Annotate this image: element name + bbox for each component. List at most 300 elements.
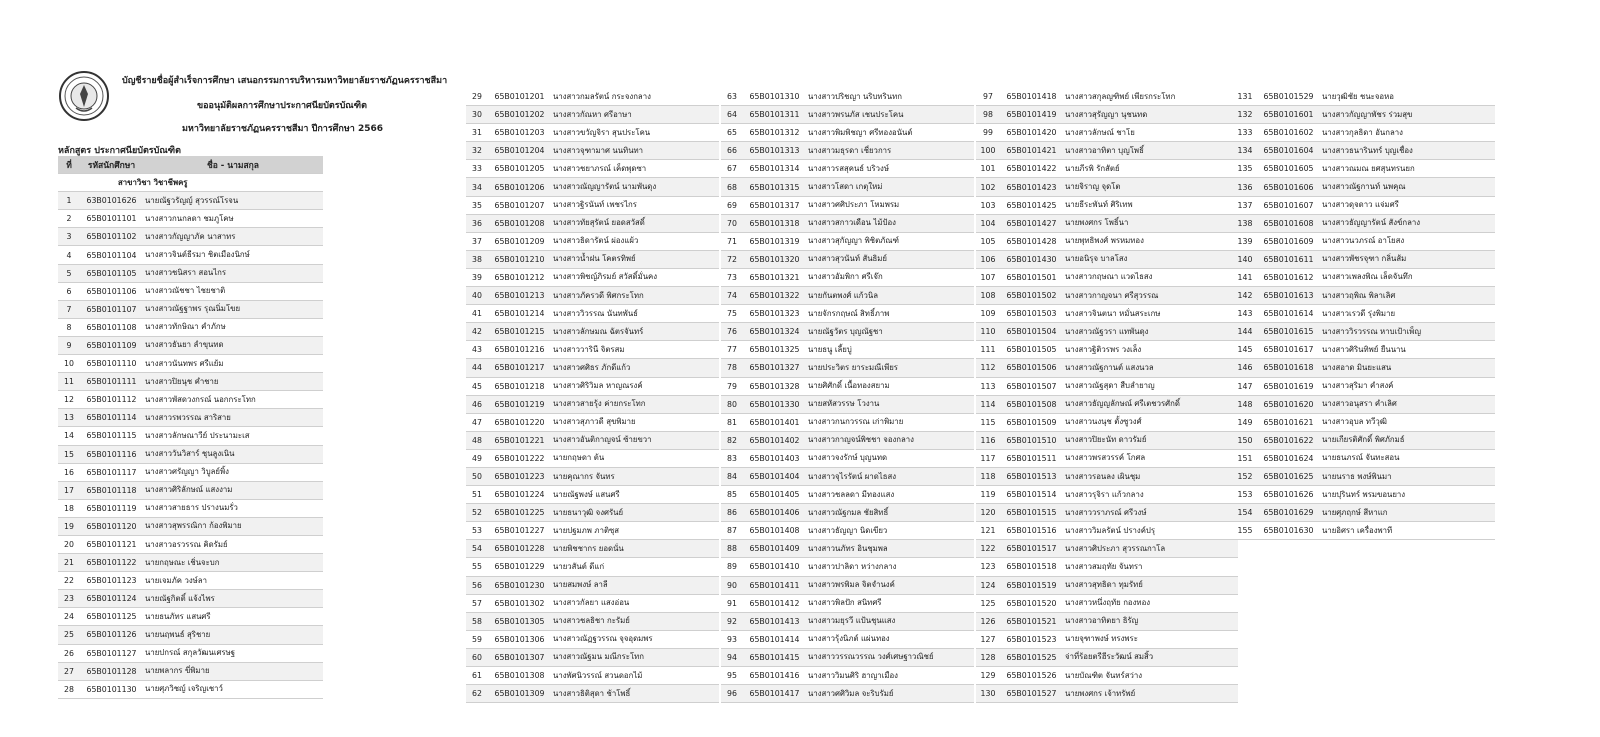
student-name: นางสาวสมฤทัย จันทรา — [1063, 558, 1238, 576]
table-row — [976, 431, 1238, 449]
row-number: 4 — [58, 246, 80, 264]
row-number: 98 — [976, 106, 1000, 124]
row-number: 90 — [721, 576, 743, 594]
student-name: นายจักรกฤษณ์ สิทธิ์ภาพ — [806, 305, 974, 323]
row-number: 68 — [721, 178, 743, 196]
student-name: นางสาวสุกัญญา พิชิตภัณฑ์ — [806, 232, 974, 250]
student-id: 65B0101415 — [743, 648, 806, 666]
row-number: 19 — [58, 517, 80, 535]
table-row — [58, 590, 323, 608]
student-name: นางสาวสกาวเดือน ไม้ป้อง — [806, 214, 974, 232]
student-id: 65B0101516 — [1000, 522, 1063, 540]
table-row — [58, 535, 323, 553]
student-name: นางสาววราภรณ์ ศรีวงษ์ — [1063, 504, 1238, 522]
row-number: 141 — [1233, 268, 1257, 286]
student-name: นางสาวกัณหา ศรีอาษา — [551, 106, 719, 124]
student-name: นายปกรณ์ สกุลวัฒนเศรษฐ — [143, 644, 323, 662]
student-id: 65B0101212 — [488, 268, 551, 286]
row-number: 96 — [721, 685, 743, 703]
student-name: นายกฤษณะ เชิ่นจะบก — [143, 554, 323, 572]
row-number: 37 — [466, 232, 488, 250]
table-row — [976, 540, 1238, 558]
table-row — [976, 232, 1238, 250]
student-id: 65B0101419 — [1000, 106, 1063, 124]
student-id: 65B0101205 — [488, 160, 551, 178]
student-name: นางสาวจินตนา หมั่นสระเกษ — [1063, 305, 1238, 323]
student-name: นางสาวฤพิณ พิลาเลิศ — [1320, 287, 1495, 305]
row-number: 46 — [466, 395, 488, 413]
student-name: นางสาวชลลดา มีทองแสง — [806, 486, 974, 504]
student-name: นางสาววิมนศิริ ฮาญาเมือง — [806, 667, 974, 685]
student-id: 65B0101224 — [488, 486, 551, 504]
student-id: 65B0101527 — [1000, 685, 1063, 703]
row-number: 137 — [1233, 196, 1257, 214]
table-row — [58, 264, 323, 282]
row-number: 54 — [466, 540, 488, 558]
row-number: 134 — [1233, 142, 1257, 160]
student-id: 65B0101123 — [80, 572, 143, 590]
table-row — [721, 558, 974, 576]
student-id: 65B0101319 — [743, 232, 806, 250]
student-id: 65B0101409 — [743, 540, 806, 558]
row-number: 30 — [466, 106, 488, 124]
student-name: นางสาวขวัญจิรา สุนประโคน — [551, 124, 719, 142]
row-number: 121 — [976, 522, 1000, 540]
table-row — [466, 486, 719, 504]
row-number: 118 — [976, 467, 1000, 485]
row-number: 139 — [1233, 232, 1257, 250]
student-name: นายกันตพงศ์ แก้วนิล — [806, 287, 974, 305]
student-id: 65B0101412 — [743, 594, 806, 612]
student-name: นางสาวสุภาวดี สุขพิมาย — [551, 413, 719, 431]
row-number: 147 — [1233, 377, 1257, 395]
student-id: 65B0101618 — [1257, 359, 1320, 377]
student-id: 65B0101619 — [1257, 377, 1320, 395]
table-row — [721, 377, 974, 395]
student-name: นายวุฒิชัย ชนะจอหอ — [1320, 88, 1495, 106]
student-id: 65B0101620 — [1257, 395, 1320, 413]
subject-heading: สาขาวิชา วิชาชีพครู — [58, 174, 323, 192]
student-name: นางสาวนภัทร อินชุมพล — [806, 540, 974, 558]
table-row — [976, 268, 1238, 286]
row-number: 135 — [1233, 160, 1257, 178]
row-number: 86 — [721, 504, 743, 522]
student-id: 65B0101305 — [488, 612, 551, 630]
table-row — [976, 594, 1238, 612]
row-number: 33 — [466, 160, 488, 178]
row-number: 138 — [1233, 214, 1257, 232]
table-row — [58, 481, 323, 499]
student-name: นางสาวสายธาร ปรางนมรั่ว — [143, 499, 323, 517]
student-name: นางสาวจงรักษ์ บุญนทด — [806, 449, 974, 467]
student-name: นางสาวกัญญาพัชร ร่วมสุข — [1320, 106, 1495, 124]
student-id: 65B0101127 — [80, 644, 143, 662]
table-row — [1233, 449, 1495, 467]
student-name: นางสาวจุไรรัตน์ ผาดไธสง — [806, 467, 974, 485]
student-name: นายนฤพนธ์ สุริชาย — [143, 626, 323, 644]
document-subtitle: ขออนุมัติผลการศึกษาประกาศนียบัตรบัณฑิต — [197, 101, 367, 111]
student-name: นางสาวศิริลักษณ์ แสงงาม — [143, 481, 323, 499]
student-name: นางสาวกมลรัตน์ กระจงกลาง — [551, 88, 719, 106]
row-number: 70 — [721, 214, 743, 232]
table-row — [466, 232, 719, 250]
table-row — [721, 522, 974, 540]
student-name: นางสาวธัญญารัตน์ สังข์กลาง — [1320, 214, 1495, 232]
row-number: 104 — [976, 214, 1000, 232]
row-number: 84 — [721, 467, 743, 485]
table-row — [1233, 522, 1495, 540]
student-name: นายธนภรณ์ จันทะสอน — [1320, 449, 1495, 467]
student-id: 65B0101503 — [1000, 305, 1063, 323]
student-name: นางสาวนันทพร ศรีแย้ม — [143, 355, 323, 373]
student-name: นางสาวสุรัญญา นุชนทด — [1063, 106, 1238, 124]
student-name: นางสาวกุลธิดา อันกลาง — [1320, 124, 1495, 142]
student-id: 65B0101114 — [80, 409, 143, 427]
student-name: นายประวิตร ยาระมณีเพียร — [806, 359, 974, 377]
table-row — [466, 504, 719, 522]
table-row — [58, 246, 323, 264]
student-name: นางสาวปาลิดา หว่างกลาง — [806, 558, 974, 576]
student-name: นางสาวนวภรณ์ อาโยสง — [1320, 232, 1495, 250]
student-id: 65B0101330 — [743, 395, 806, 413]
student-id: 65B0101323 — [743, 305, 806, 323]
student-name: นางสาวสุวนันท์ สันธิมย์ — [806, 250, 974, 268]
student-name: นางสาวณัฐกานต์ แสงนวล — [1063, 359, 1238, 377]
table-row — [466, 124, 719, 142]
row-number: 61 — [466, 667, 488, 685]
student-name: นางสาวณัฐสุดา สืบลำยาญ — [1063, 377, 1238, 395]
row-number: 3 — [58, 228, 80, 246]
table-row — [466, 522, 719, 540]
column-header-no: ที่ — [58, 156, 80, 174]
student-name: นางสาวศิรินทิพย์ ยืนนาน — [1320, 341, 1495, 359]
row-number: 43 — [466, 341, 488, 359]
student-name: นายศุภวิชญ์ เจริญเชาว์ — [143, 680, 323, 698]
student-id: 65B0101508 — [1000, 395, 1063, 413]
row-number: 100 — [976, 142, 1000, 160]
row-number: 109 — [976, 305, 1000, 323]
student-name: นางสาวอัมพิกา ศรีเจ๊ก — [806, 268, 974, 286]
student-name: นางสาวกนกลดา ชมภูโคษ — [143, 210, 323, 228]
student-name: นางสาวโสดา เกตุใหม่ — [806, 178, 974, 196]
table-row — [721, 612, 974, 630]
row-number: 122 — [976, 540, 1000, 558]
row-number: 126 — [976, 612, 1000, 630]
table-row — [1233, 268, 1495, 286]
row-number: 106 — [976, 250, 1000, 268]
row-number: 18 — [58, 499, 80, 517]
student-id: 65B0101406 — [743, 504, 806, 522]
student-name: นางสาวฐิรนันท์ เพชรไกร — [551, 196, 719, 214]
table-row — [976, 106, 1238, 124]
student-id: 65B0101110 — [80, 355, 143, 373]
table-row — [1233, 88, 1495, 106]
student-id: 65B0101209 — [488, 232, 551, 250]
row-number: 1 — [58, 192, 80, 210]
student-name: นางสาวรุจิรา แก้วกลาง — [1063, 486, 1238, 504]
student-id: 65B0101120 — [80, 517, 143, 535]
student-name: นายพิชชากร ยอดนั่น — [551, 540, 719, 558]
row-number: 31 — [466, 124, 488, 142]
student-name: นางสาวทัยสุรัตน์ ยอดสวัสดิ์ — [551, 214, 719, 232]
row-number: 140 — [1233, 250, 1257, 268]
student-name: นางสาวกาญจน์พิชชา จองกลาง — [806, 431, 974, 449]
student-id: 65B0101302 — [488, 594, 551, 612]
row-number: 94 — [721, 648, 743, 666]
student-name: นางสอาด มินยะแสน — [1320, 359, 1495, 377]
table-row — [976, 287, 1238, 305]
table-row — [721, 504, 974, 522]
student-name: นางสาวปริชญา นริบทรินทก — [806, 88, 974, 106]
student-name: นายจิราญ จุดโต — [1063, 178, 1238, 196]
student-name: นางสาวชลธิชา กะรัมย์ — [551, 612, 719, 630]
table-row — [58, 210, 323, 228]
row-number: 110 — [976, 323, 1000, 341]
table-row — [976, 667, 1238, 685]
row-number: 119 — [976, 486, 1000, 504]
table-row — [721, 268, 974, 286]
row-number: 108 — [976, 287, 1000, 305]
student-name: นางสาวกฤษณา แวดไธสง — [1063, 268, 1238, 286]
table-row — [721, 449, 974, 467]
table-row — [58, 463, 323, 481]
student-id: 65B0101427 — [1000, 214, 1063, 232]
table-row — [721, 431, 974, 449]
student-name: นางสาวลักษณ์ ชาโย — [1063, 124, 1238, 142]
student-id: 65B0101517 — [1000, 540, 1063, 558]
row-number: 73 — [721, 268, 743, 286]
row-number: 40 — [466, 287, 488, 305]
student-name: นายณัฐวรัญญ์ สุวรรณ์โรจน — [143, 192, 323, 210]
program-title: หลักสูตร ประกาศนียบัตรบัณฑิต — [58, 146, 181, 156]
student-name: นายปุรินทร์ พรมขอนยาง — [1320, 486, 1495, 504]
student-name: นายธนาวุฒิ จงศรันย์ — [551, 504, 719, 522]
table-row — [58, 336, 323, 354]
table-row — [58, 228, 323, 246]
student-id: 65B0101602 — [1257, 124, 1320, 142]
table-row — [58, 680, 323, 698]
row-number: 155 — [1233, 522, 1257, 540]
table-row — [976, 449, 1238, 467]
student-name: นางสาววันวิสาร์ ชุนลูงเนิน — [143, 445, 323, 463]
column-header-id: รหัสนักศึกษา — [80, 156, 143, 174]
student-id: 65B0101324 — [743, 323, 806, 341]
student-name: นายสหัสวรรษ โวงาน — [806, 395, 974, 413]
table-row — [721, 214, 974, 232]
table-row — [721, 287, 974, 305]
student-id: 65B0101609 — [1257, 232, 1320, 250]
student-id: 65B0101629 — [1257, 504, 1320, 522]
student-name: นายธีระพันท์ ศิริเทพ — [1063, 196, 1238, 214]
table-row — [466, 341, 719, 359]
table-row — [1233, 305, 1495, 323]
row-number: 145 — [1233, 341, 1257, 359]
student-id: 65B0101401 — [743, 413, 806, 431]
table-row — [1233, 486, 1495, 504]
student-name: นางสาวศรัญญา วิบูลย์พิ้ง — [143, 463, 323, 481]
table-row — [721, 648, 974, 666]
table-row — [1233, 359, 1495, 377]
table-row — [58, 391, 323, 409]
table-row — [1233, 178, 1495, 196]
student-name: นางสาวพรนภัส เชนประโคน — [806, 106, 974, 124]
student-id: 65B0101219 — [488, 395, 551, 413]
student-name: นางสาวพัชรจุฑา กลิ่นส้ม — [1320, 250, 1495, 268]
table-row — [721, 630, 974, 648]
student-id: 65B0101408 — [743, 522, 806, 540]
table-row — [721, 232, 974, 250]
student-id: 65B0101310 — [743, 88, 806, 106]
student-id: 65B0101210 — [488, 250, 551, 268]
table-row — [58, 427, 323, 445]
student-id: 65B0101507 — [1000, 377, 1063, 395]
student-name: นางสาวลักษมณ ฉัตรจันทร์ — [551, 323, 719, 341]
student-name: นางสาวศศิธร ภักดีแก้ว — [551, 359, 719, 377]
student-name: นางสาวภัครวดี พิศกระโทก — [551, 287, 719, 305]
row-number: 99 — [976, 124, 1000, 142]
table-row — [466, 214, 719, 232]
table-row — [976, 341, 1238, 359]
student-id: 65B0101105 — [80, 264, 143, 282]
row-number: 112 — [976, 359, 1000, 377]
row-number: 130 — [976, 685, 1000, 703]
document-university-year: มหาวิทยาลัยราชภัฏนครราชสีมา ปีการศึกษา 2566 — [182, 124, 383, 134]
student-name: นายสมพงษ์ ลาลี — [551, 576, 719, 594]
student-id: 65B0101423 — [1000, 178, 1063, 196]
student-name: นางสาวพรพิมล จิตจำนงค์ — [806, 576, 974, 594]
student-id: 65B0101109 — [80, 336, 143, 354]
student-name: นางสาววิวรรณ นันทพันธ์ — [551, 305, 719, 323]
table-row — [721, 250, 974, 268]
student-id: 65B0101227 — [488, 522, 551, 540]
table-row — [721, 178, 974, 196]
row-number: 36 — [466, 214, 488, 232]
student-id: 65B0101218 — [488, 377, 551, 395]
row-number: 23 — [58, 590, 80, 608]
table-row — [58, 445, 323, 463]
row-number: 64 — [721, 106, 743, 124]
table-row — [58, 318, 323, 336]
table-row — [721, 685, 974, 703]
row-number: 60 — [466, 648, 488, 666]
student-id: 65B0101321 — [743, 268, 806, 286]
row-number: 44 — [466, 359, 488, 377]
student-name: นายคุณากร จันทร — [551, 467, 719, 485]
student-id: 63B0101626 — [80, 192, 143, 210]
row-number: 77 — [721, 341, 743, 359]
student-name: นางสาวอันติกาญจน์ ซ้ายขวา — [551, 431, 719, 449]
student-id: 65B0101119 — [80, 499, 143, 517]
student-name: นางสาวเพลงพิณ เล็ดจันทึก — [1320, 268, 1495, 286]
table-row — [976, 630, 1238, 648]
student-id: 65B0101306 — [488, 630, 551, 648]
table-row — [721, 160, 974, 178]
student-id: 65B0101314 — [743, 160, 806, 178]
student-name: นางสาวณัฐมน มณีกระโทก — [551, 648, 719, 666]
student-name: นางสาวรพวรรณ สาริสาย — [143, 409, 323, 427]
row-number: 51 — [466, 486, 488, 504]
table-row — [466, 630, 719, 648]
row-number: 22 — [58, 572, 80, 590]
student-name: นางสาวณัฐกมล ชัยสิทธิ์ — [806, 504, 974, 522]
table-row — [1233, 160, 1495, 178]
table-row — [466, 540, 719, 558]
student-name: นางสาวณัฏฐวรรณ จุจอุดมพร — [551, 630, 719, 648]
row-number: 58 — [466, 612, 488, 630]
student-name: นางสาวทักษิณา คำภักษ — [143, 318, 323, 336]
student-name: นายกฤษดา ต้น — [551, 449, 719, 467]
student-name: นางสาวอาทิตยา ธิรัญ — [1063, 612, 1238, 630]
student-id: 65B0101428 — [1000, 232, 1063, 250]
student-id: 65B0101518 — [1000, 558, 1063, 576]
student-name: นายพลากร ขี่พิมาย — [143, 662, 323, 680]
student-id: 65B0101313 — [743, 142, 806, 160]
student-id: 65B0101126 — [80, 626, 143, 644]
student-id: 65B0101307 — [488, 648, 551, 666]
row-number: 91 — [721, 594, 743, 612]
row-number: 53 — [466, 522, 488, 540]
row-number: 152 — [1233, 467, 1257, 485]
student-name: นายอิศรา เครื่องพาที — [1320, 522, 1495, 540]
row-number: 39 — [466, 268, 488, 286]
row-number: 66 — [721, 142, 743, 160]
student-name: นายบัณฑิต จันทร์สว่าง — [1063, 667, 1238, 685]
student-id: 65B0101425 — [1000, 196, 1063, 214]
row-number: 93 — [721, 630, 743, 648]
student-name: นางสาวสุริมา คำสงค์ — [1320, 377, 1495, 395]
student-id: 65B0101215 — [488, 323, 551, 341]
row-number: 148 — [1233, 395, 1257, 413]
table-row — [1233, 323, 1495, 341]
table-row — [976, 142, 1238, 160]
student-name: นางสาววิรวรรณ หาบเป้าเพ็ญ — [1320, 323, 1495, 341]
table-row — [976, 377, 1238, 395]
student-name: นางสาวชยาภรณ์ เค็ดพุดซา — [551, 160, 719, 178]
student-name: นางสาวณัฐฐาพร รุณนิ่มโขย — [143, 300, 323, 318]
student-name: นางสาวนงนุช ตั้งซูวงศ์ — [1063, 413, 1238, 431]
student-id: 65B0101203 — [488, 124, 551, 142]
row-number: 88 — [721, 540, 743, 558]
student-id: 65B0101317 — [743, 196, 806, 214]
student-id: 65B0101422 — [1000, 160, 1063, 178]
table-row — [721, 124, 974, 142]
student-id: 65B0101604 — [1257, 142, 1320, 160]
row-number: 50 — [466, 467, 488, 485]
student-id: 65B0101605 — [1257, 160, 1320, 178]
student-id: 65B0101201 — [488, 88, 551, 106]
student-name: นางสาวมธุรดา เชี่ยวการ — [806, 142, 974, 160]
table-row — [1233, 232, 1495, 250]
row-number: 132 — [1233, 106, 1257, 124]
row-number: 150 — [1233, 431, 1257, 449]
row-number: 154 — [1233, 504, 1257, 522]
row-number: 72 — [721, 250, 743, 268]
table-row — [1233, 214, 1495, 232]
student-id: 65B0101320 — [743, 250, 806, 268]
table-row — [466, 142, 719, 160]
student-id: 65B0101414 — [743, 630, 806, 648]
student-table-col-3 — [721, 88, 974, 703]
student-name: นางสาวศศิประภา โหมพรม — [806, 196, 974, 214]
table-row — [721, 106, 974, 124]
student-name: นางสาวศิประภา สุวรรณกาโล — [1063, 540, 1238, 558]
table-row — [976, 395, 1238, 413]
student-id: 65B0101202 — [488, 106, 551, 124]
table-row — [58, 662, 323, 680]
student-id: 65B0101416 — [743, 667, 806, 685]
row-number: 20 — [58, 535, 80, 553]
student-name: นายปฐมภพ ภาติซุส — [551, 522, 719, 540]
